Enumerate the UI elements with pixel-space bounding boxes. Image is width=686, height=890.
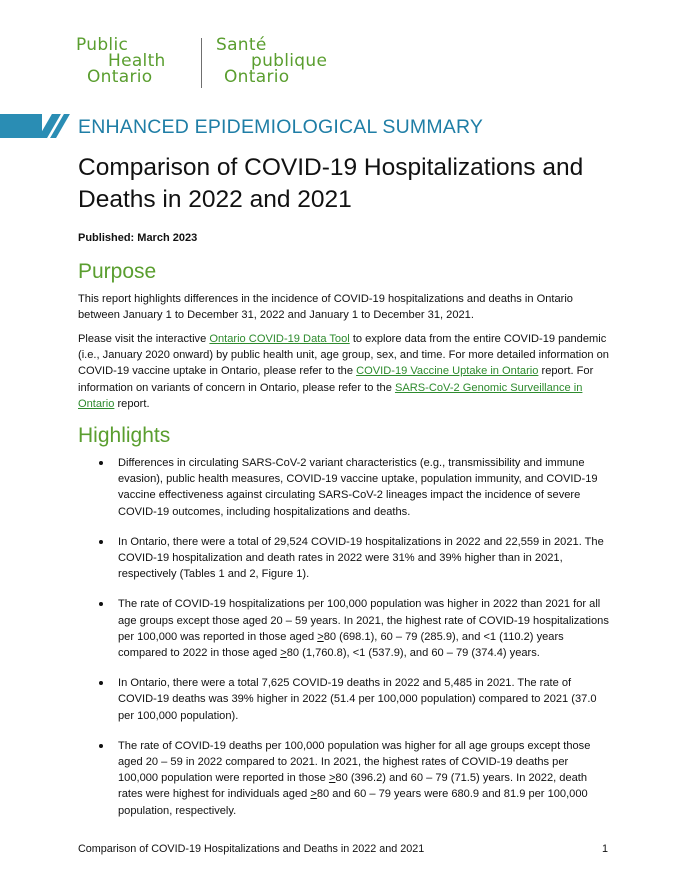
list-item: The rate of COVID-19 deaths per 100,000 population was higher for all age groups except those aged 20 – 59 in 2022 compared to 2021. In 2021, the highest rates of COVID-19 deaths per 100,000 population were reported in those >80 (396.2) and 60 – 79 (71.5) years. In 2022, death rates were highest for individuals aged >80 and 60 – 79 years were 680.9 and 81.9 per 100,000 population, respectively. bbox=[78, 738, 610, 819]
list-item: Differences in circulating SARS-CoV-2 variant characteristics (e.g., transmissibility and immune evasion), public health measures, COVID-19 vaccine uptake, population immunity, and COVID-19 vaccine effectiveness against circulating SARS-CoV-2 lineages impact the incidence of severe COVID-19 outcomes, including hospitalizations and deaths. bbox=[78, 455, 610, 520]
list-item: In Ontario, there were a total 7,625 COVID-19 deaths in 2022 and 5,485 in 2021. The rate of COVID-19 deaths was 39% higher in 2022 (51.4 per 100,000 population) compared to 2021 (37.0 per 100,000 population). bbox=[78, 675, 610, 724]
link-genomic-surveillance-report[interactable]: SARS-CoV-2 Genomic Surveillance in Ontario bbox=[78, 381, 583, 410]
published-date: Published: March 2023 bbox=[78, 232, 198, 244]
title-banner-graphic bbox=[0, 114, 70, 138]
logo-en-line3: Ontario bbox=[87, 67, 153, 87]
logo-en-line2: Health bbox=[108, 51, 166, 71]
logo-fr-line2: publique bbox=[251, 51, 328, 71]
purpose-paragraph-2: Please visit the interactive Ontario COVID-19 Data Tool to explore data from the entire COVID-19 pandemic (i.e., January 2020 onward) by public health unit, age group, sex, and time. For more detailed information on COVID-19 vaccine uptake in Ontario, please refer to the COVID-19 Vaccine Uptake in Ontario report. For information on variants of concern in Ontario, please refer to the SARS-CoV-2 Genomic Surveillance in Ontario report. bbox=[78, 333, 609, 410]
document-kicker: ENHANCED EPIDEMIOLOGICAL SUMMARY bbox=[78, 116, 484, 138]
link-vaccine-uptake-report[interactable]: COVID-19 Vaccine Uptake in Ontario bbox=[356, 365, 539, 378]
link-ontario-data-tool[interactable]: Ontario COVID-19 Data Tool bbox=[209, 333, 350, 345]
page-footer bbox=[78, 843, 608, 855]
bullet-icon bbox=[99, 461, 103, 465]
list-item: The rate of COVID-19 hospitalizations per 100,000 population was higher in 2022 than 2021 for all age groups except those aged 20 – 59 years. In 2021, the highest rate of COVID-19 hospitalizations per 100,000 was reported in those aged >80 (698.1), 60 – 79 (285.9), and <1 (110.2) years compared to 2022 in those aged >80 (1,760.8), <1 (537.9), and 60 – 79 (374.4) years. bbox=[78, 596, 610, 661]
logo-divider bbox=[201, 38, 202, 88]
bullet-icon bbox=[99, 602, 103, 606]
purpose-heading: Purpose bbox=[78, 260, 157, 283]
document-title: Comparison of COVID-19 Hospitalizations and Deaths in 2022 and 2021 bbox=[78, 154, 584, 213]
logo-fr-line3: Ontario bbox=[224, 67, 290, 87]
purpose-paragraph-1: This report highlights differences in the incidence of COVID-19 hospitalizations and deaths in Ontario between January 1 to December 31, 2022 and January 1 to December 31, 2021. bbox=[78, 293, 573, 322]
logo-fr-line1: Santé bbox=[216, 35, 267, 55]
footer-title: Comparison of COVID-19 Hospitalizations and Deaths in 2022 and 2021 bbox=[78, 843, 425, 855]
bullet-icon bbox=[99, 744, 103, 748]
bullet-icon bbox=[99, 681, 103, 685]
bullet-icon bbox=[99, 540, 103, 544]
logo-en-line1: Public bbox=[76, 35, 129, 55]
page-number: 1 bbox=[601, 843, 608, 855]
highlights-heading: Highlights bbox=[78, 424, 171, 447]
highlights-list bbox=[78, 455, 610, 833]
list-item: In Ontario, there were a total of 29,524 COVID-19 hospitalizations in 2022 and 22,559 in 2021. The COVID-19 hospitalization and death rates in 2022 were 31% and 39% higher than in 2021, respectively (Tables 1 and 2, Figure 1). bbox=[78, 534, 610, 583]
